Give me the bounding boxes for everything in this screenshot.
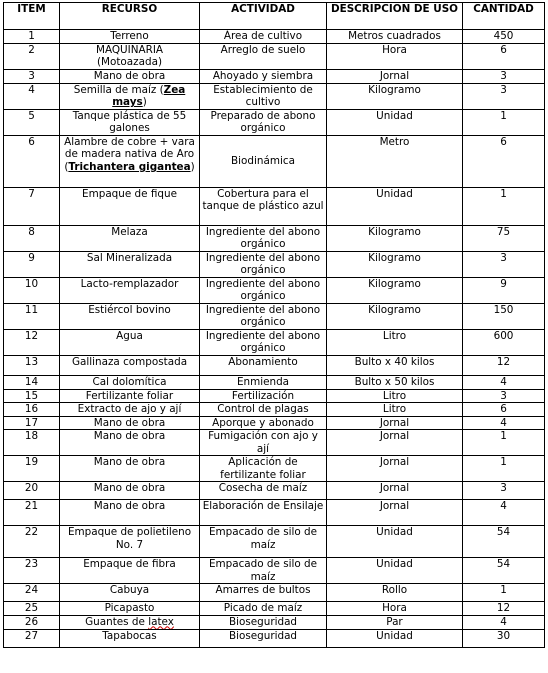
species-name: Zea mays — [112, 84, 186, 109]
cell-actividad: Aplicación de fertilizante foliar — [200, 456, 327, 482]
table-header-row — [4, 3, 545, 30]
cell-cantidad: 6 — [463, 403, 545, 416]
table-row — [4, 500, 545, 526]
cell-uso: Kilogramo — [327, 304, 463, 330]
cell-item: 18 — [4, 430, 60, 456]
table-row — [4, 456, 545, 482]
cell-uso: Litro — [327, 403, 463, 416]
cell-actividad: Fumigación con ajo y ají — [200, 430, 327, 456]
cell-recurso: Tapabocas — [60, 629, 200, 647]
cell-uso: Metros cuadrados — [327, 30, 463, 44]
table-row — [4, 558, 545, 584]
cell-item: 9 — [4, 252, 60, 278]
table-row — [4, 44, 545, 70]
cell-actividad: Empacado de silo de maíz — [200, 526, 327, 558]
cell-recurso: Extracto de ajo y ají — [60, 403, 200, 416]
cell-recurso: Mano de obra — [60, 500, 200, 526]
cell-recurso: Terreno — [60, 30, 200, 44]
cell-item: 21 — [4, 500, 60, 526]
cell-cantidad: 3 — [463, 84, 545, 110]
cell-cantidad: 600 — [463, 330, 545, 356]
cell-item: 5 — [4, 110, 60, 136]
cell-item: 23 — [4, 558, 60, 584]
species-name: Trichantera gigantea — [68, 160, 191, 173]
cell-uso: Kilogramo — [327, 226, 463, 252]
cell-actividad: Amarres de bultos — [200, 584, 327, 602]
cell-uso: Bulto x 50 kilos — [327, 376, 463, 390]
cell-uso: Jornal — [327, 430, 463, 456]
cell-item: 20 — [4, 482, 60, 500]
cell-item: 6 — [4, 136, 60, 188]
cell-cantidad: 6 — [463, 44, 545, 70]
resource-table-container — [3, 2, 544, 648]
cell-item: 25 — [4, 602, 60, 615]
cell-uso: Kilogramo — [327, 278, 463, 304]
cell-item: 2 — [4, 44, 60, 70]
cell-recurso: Gallinaza compostada — [60, 356, 200, 376]
cell-recurso: MAQUINARIA (Motoazada) — [60, 44, 200, 70]
cell-cantidad: 3 — [463, 252, 545, 278]
cell-cantidad: 1 — [463, 584, 545, 602]
table-row — [4, 602, 545, 615]
cell-actividad: Elaboración de Ensilaje — [200, 500, 327, 526]
cell-cantidad: 150 — [463, 304, 545, 330]
cell-recurso — [60, 615, 200, 629]
cell-uso: Jornal — [327, 482, 463, 500]
cell-actividad: Arreglo de suelo — [200, 44, 327, 70]
cell-item: 8 — [4, 226, 60, 252]
cell-recurso: Mano de obra — [60, 430, 200, 456]
cell-item: 27 — [4, 629, 60, 647]
recurso-text: Alambre de cobre + vara de madera nativa de Aro — [64, 136, 195, 161]
cell-actividad: Empacado de silo de maíz — [200, 558, 327, 584]
header-uso: DESCRIPCION DE USO — [327, 3, 463, 30]
cell-uso: Par — [327, 615, 463, 629]
cell-actividad: Ingrediente del abono orgánico — [200, 278, 327, 304]
cell-uso: Hora — [327, 44, 463, 70]
table-row — [4, 188, 545, 226]
table-row — [4, 629, 545, 647]
cell-cantidad: 3 — [463, 70, 545, 84]
cell-uso: Kilogramo — [327, 252, 463, 278]
cell-item: 13 — [4, 356, 60, 376]
cell-recurso: Semilla de maíz (Zea mays) — [60, 84, 200, 110]
cell-recurso: Empaque de fibra — [60, 558, 200, 584]
table-row — [4, 482, 545, 500]
table-row — [4, 136, 545, 188]
header-item: ITEM — [4, 3, 60, 30]
cell-item: 10 — [4, 278, 60, 304]
cell-item: 22 — [4, 526, 60, 558]
table-row — [4, 615, 545, 629]
table-row — [4, 304, 545, 330]
cell-recurso: Alambre de cobre + vara de madera nativa de Aro (Trichantera gigantea) — [60, 136, 200, 188]
recurso-text: Semilla de maíz — [73, 84, 157, 96]
cell-actividad: Ingrediente del abono orgánico — [200, 252, 327, 278]
cell-uso: Litro — [327, 390, 463, 403]
cell-actividad: Establecimiento de cultivo — [200, 84, 327, 110]
cell-cantidad: 1 — [463, 188, 545, 226]
cell-cantidad: 12 — [463, 602, 545, 615]
cell-recurso: Agua — [60, 330, 200, 356]
cell-cantidad: 12 — [463, 356, 545, 376]
recurso-text: Guantes de — [85, 615, 149, 628]
cell-recurso: Tanque plástica de 55 galones — [60, 110, 200, 136]
cell-actividad: Ingrediente del abono orgánico — [200, 304, 327, 330]
cell-uso: Jornal — [327, 70, 463, 84]
cell-actividad: Ingrediente del abono orgánico — [200, 226, 327, 252]
cell-item: 19 — [4, 456, 60, 482]
cell-cantidad: 4 — [463, 416, 545, 429]
cell-recurso: Sal Mineralizada — [60, 252, 200, 278]
cell-item: 17 — [4, 416, 60, 429]
cell-actividad: Área de cultivo — [200, 30, 327, 44]
table-row — [4, 278, 545, 304]
cell-item: 3 — [4, 70, 60, 84]
cell-actividad: Biodinámica — [200, 136, 327, 188]
cell-cantidad: 54 — [463, 526, 545, 558]
cell-item: 7 — [4, 188, 60, 226]
table-row — [4, 30, 545, 44]
cell-item: 1 — [4, 30, 60, 44]
cell-uso: Metro — [327, 136, 463, 188]
resource-table — [3, 2, 545, 648]
table-row — [4, 430, 545, 456]
cell-actividad: Picado de maíz — [200, 602, 327, 615]
cell-actividad: Enmienda — [200, 376, 327, 390]
cell-cantidad: 9 — [463, 278, 545, 304]
cell-cantidad: 3 — [463, 390, 545, 403]
table-row — [4, 390, 545, 403]
cell-uso: Jornal — [327, 456, 463, 482]
table-row — [4, 403, 545, 416]
cell-recurso: Melaza — [60, 226, 200, 252]
cell-uso: Bulto x 40 kilos — [327, 356, 463, 376]
cell-cantidad: 1 — [463, 430, 545, 456]
cell-actividad: Preparado de abono orgánico — [200, 110, 327, 136]
table-row — [4, 416, 545, 429]
cell-uso: Unidad — [327, 110, 463, 136]
cell-actividad: Cosecha de maíz — [200, 482, 327, 500]
cell-recurso: Cal dolomítica — [60, 376, 200, 390]
cell-actividad: Control de plagas — [200, 403, 327, 416]
table-row — [4, 226, 545, 252]
table-row — [4, 84, 545, 110]
cell-recurso: Empaque de polietileno No. 7 — [60, 526, 200, 558]
cell-cantidad: 75 — [463, 226, 545, 252]
table-row — [4, 330, 545, 356]
cell-uso: Unidad — [327, 558, 463, 584]
cell-recurso: Mano de obra — [60, 416, 200, 429]
cell-cantidad: 54 — [463, 558, 545, 584]
cell-actividad: Ingrediente del abono orgánico — [200, 330, 327, 356]
cell-cantidad: 6 — [463, 136, 545, 188]
table-row — [4, 70, 545, 84]
cell-item: 12 — [4, 330, 60, 356]
cell-recurso: Fertilizante foliar — [60, 390, 200, 403]
header-recurso: RECURSO — [60, 3, 200, 30]
cell-actividad: Abonamiento — [200, 356, 327, 376]
cell-recurso: Mano de obra — [60, 70, 200, 84]
cell-actividad: Bioseguridad — [200, 615, 327, 629]
table-row — [4, 526, 545, 558]
header-actividad: ACTIVIDAD — [200, 3, 327, 30]
cell-uso: Unidad — [327, 629, 463, 647]
cell-cantidad: 4 — [463, 500, 545, 526]
cell-recurso: Mano de obra — [60, 482, 200, 500]
misspelled-word: latex — [148, 615, 174, 628]
cell-uso: Hora — [327, 602, 463, 615]
cell-uso: Unidad — [327, 526, 463, 558]
cell-cantidad: 4 — [463, 615, 545, 629]
cell-uso: Jornal — [327, 500, 463, 526]
cell-recurso: Picapasto — [60, 602, 200, 615]
cell-item: 14 — [4, 376, 60, 390]
header-cantidad: CANTIDAD — [463, 3, 545, 30]
cell-recurso: Cabuya — [60, 584, 200, 602]
cell-item: 26 — [4, 615, 60, 629]
cell-actividad: Ahoyado y siembra — [200, 70, 327, 84]
cell-cantidad: 450 — [463, 30, 545, 44]
cell-uso: Litro — [327, 330, 463, 356]
table-row — [4, 376, 545, 390]
table-body — [4, 30, 545, 648]
cell-uso: Rollo — [327, 584, 463, 602]
cell-recurso: Empaque de fique — [60, 188, 200, 226]
cell-uso: Unidad — [327, 188, 463, 226]
table-row — [4, 356, 545, 376]
table-row — [4, 584, 545, 602]
cell-recurso: Estiércol bovino — [60, 304, 200, 330]
cell-actividad: Cobertura para el tanque de plástico azul — [200, 188, 327, 226]
cell-cantidad: 1 — [463, 110, 545, 136]
cell-uso: Kilogramo — [327, 84, 463, 110]
cell-cantidad: 3 — [463, 482, 545, 500]
cell-cantidad: 4 — [463, 376, 545, 390]
table-row — [4, 252, 545, 278]
cell-cantidad: 30 — [463, 629, 545, 647]
cell-recurso: Mano de obra — [60, 456, 200, 482]
cell-item: 15 — [4, 390, 60, 403]
cell-item: 24 — [4, 584, 60, 602]
cell-cantidad: 1 — [463, 456, 545, 482]
cell-actividad: Aporque y abonado — [200, 416, 327, 429]
table-row — [4, 110, 545, 136]
cell-item: 16 — [4, 403, 60, 416]
cell-item: 11 — [4, 304, 60, 330]
cell-actividad: Fertilización — [200, 390, 327, 403]
cell-recurso: Lacto-remplazador — [60, 278, 200, 304]
cell-actividad: Bioseguridad — [200, 629, 327, 647]
cell-uso: Jornal — [327, 416, 463, 429]
cell-item: 4 — [4, 84, 60, 110]
